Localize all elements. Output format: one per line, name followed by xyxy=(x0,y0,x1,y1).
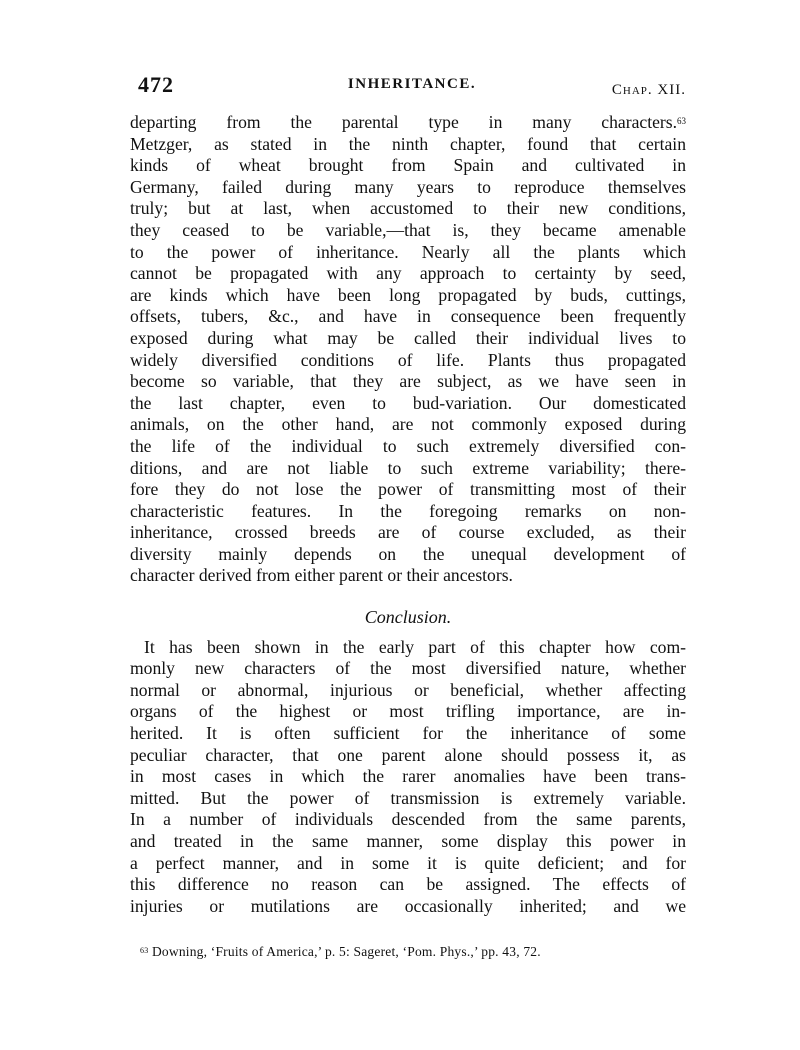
text-line: cannot be propagated with any approach to certainty by seed, xyxy=(130,263,686,284)
text-line: widely diversified conditions of life. Plants thus propagated xyxy=(130,349,686,370)
text-line: normal or abnormal, injurious or beneficial, whether affecting xyxy=(130,679,686,700)
footnote-number: 63 xyxy=(140,946,149,955)
text-line: monly new characters of the most diversified nature, whether xyxy=(130,658,686,679)
text-line: this difference no reason can be assigned. The effects of xyxy=(130,874,686,895)
footnote xyxy=(140,944,680,960)
paragraph-1 xyxy=(130,112,686,587)
running-title: INHERITANCE. xyxy=(347,76,477,92)
paragraph-2 xyxy=(130,637,686,918)
text-line: departing from the parental type in many characters.$^{63}$ xyxy=(130,112,686,132)
text-line: diversity mainly depends on the unequal development of xyxy=(130,543,686,564)
text-line: characteristic features. In the foregoing remarks on non- xyxy=(130,500,686,521)
text-line: organs of the highest or most trifling importance, are in- xyxy=(130,701,686,722)
text-line: ditions, and are not liable to such extreme variability; there- xyxy=(130,457,686,478)
text-line: peculiar character, that one parent alone should possess it, as xyxy=(130,744,686,765)
text-line: to the power of inheritance. Nearly all the plants which xyxy=(130,241,686,262)
text-line: kinds of wheat brought from Spain and cultivated in xyxy=(130,155,686,176)
text-line: truly; but at last, when accustomed to their new conditions, xyxy=(130,198,686,219)
text-line: In a number of individuals descended from the same parents, xyxy=(130,809,686,830)
text-line: are kinds which have been long propagated by buds, cuttings, xyxy=(130,284,686,305)
text-line: injuries or mutilations are occasionally inherited; and we xyxy=(130,895,686,916)
text-line: herited. It is often sufficient for the inheritance of some xyxy=(130,723,686,744)
text-line: inheritance, crossed breeds are of course excluded, as their xyxy=(130,522,686,543)
page-header xyxy=(138,72,686,102)
text-line: It has been shown in the early part of this chapter how com- xyxy=(144,636,686,657)
text-line: character derived from either parent or their ancestors. xyxy=(130,565,513,586)
chapter-reference: Chap. XII. xyxy=(611,82,686,98)
text-line: they ceased to be variable,—that is, they became amenable xyxy=(130,219,686,240)
text-line: a perfect manner, and in some it is quite deficient; and for xyxy=(130,852,686,873)
footnote-text: Downing, ‘Fruits of America,’ p. 5: Sageret, ‘Pom. Phys.,’ pp. 43, 72. xyxy=(151,944,541,959)
text-line: fore they do not lose the power of transmitting most of their xyxy=(130,479,686,500)
text-line: offsets, tubers, &c., and have in consequence been frequently xyxy=(130,306,686,327)
text-line: mitted. But the power of transmission is extremely variable. xyxy=(130,787,686,808)
text-line: Metzger, as stated in the ninth chapter, found that certain xyxy=(130,133,686,154)
body-text xyxy=(130,112,686,917)
footnote-marker: 63 xyxy=(677,116,686,126)
text-line: animals, on the other hand, are not commonly exposed during xyxy=(130,414,686,435)
text-line: the last chapter, even to bud-variation. Our domesticated xyxy=(130,392,686,413)
page-number: 472 xyxy=(138,72,174,97)
text-line: Germany, failed during many years to reproduce themselves xyxy=(130,176,686,197)
text-line: in most cases in which the rarer anomalies have been trans- xyxy=(130,766,686,787)
text-line: the life of the individual to such extremely diversified con- xyxy=(130,435,686,456)
text-line: exposed during what may be called their individual lives to xyxy=(130,327,686,348)
section-heading: Conclusion. xyxy=(364,607,452,628)
text-line: and treated in the same manner, some display this power in xyxy=(130,831,686,851)
text-line: become so variable, that they are subject, as we have seen in xyxy=(130,371,686,392)
